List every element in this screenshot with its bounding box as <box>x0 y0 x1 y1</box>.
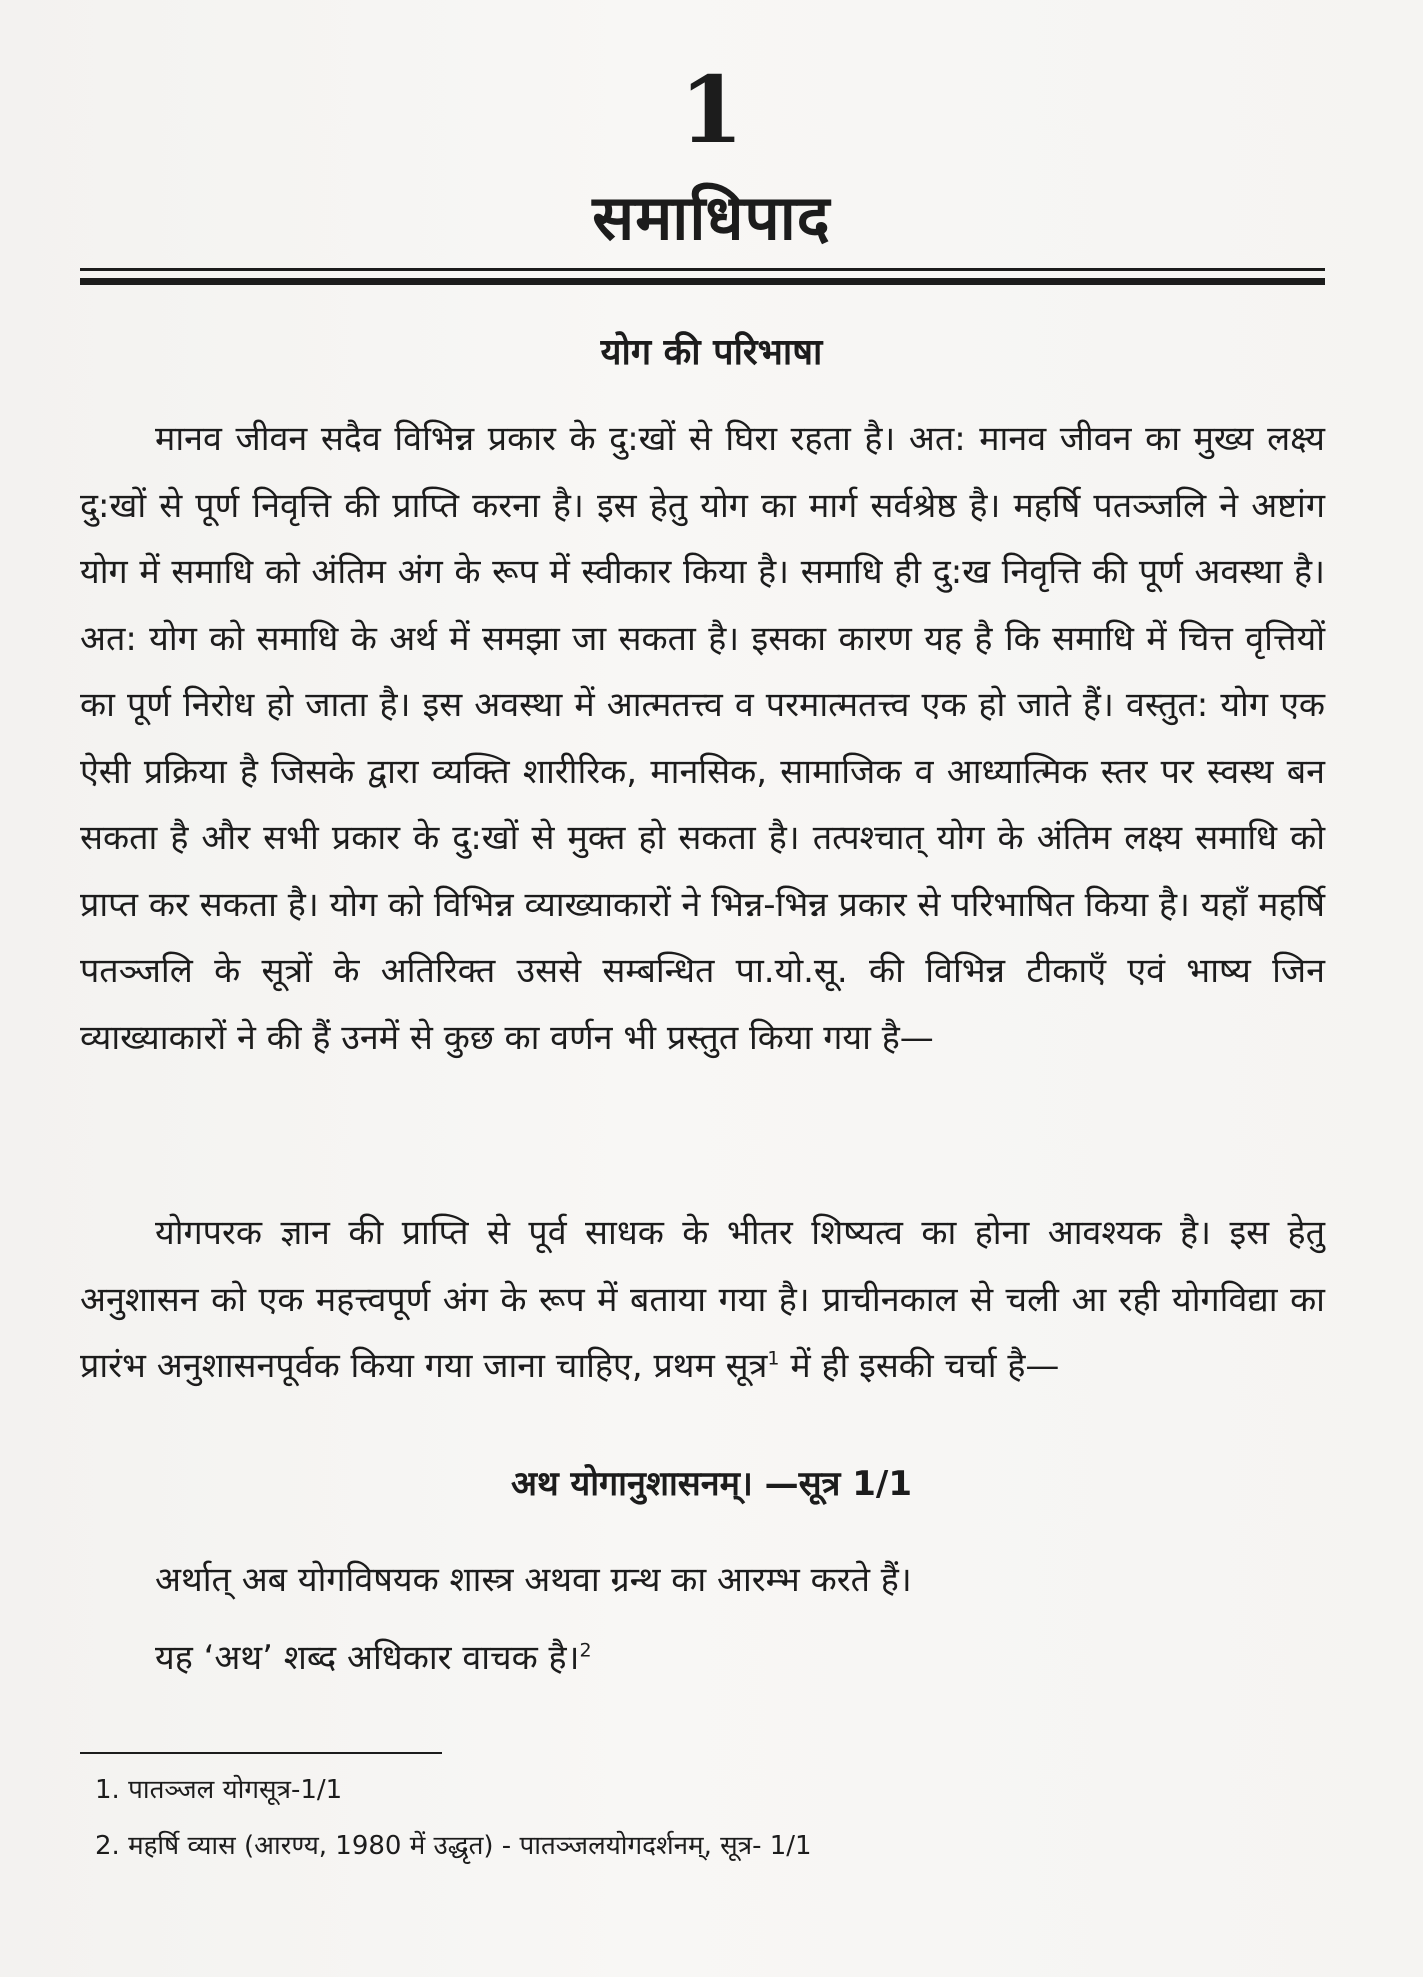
body-paragraph-2 <box>80 1200 1325 1400</box>
section-heading: योग की परिभाषा <box>600 332 823 373</box>
header-rule-thin <box>80 268 1325 271</box>
body-paragraph-2-tail: में ही इसकी चर्चा है— <box>779 1346 1060 1386</box>
footnote-2: 2. महर्षि व्यास (आरण्य, 1980 में उद्धृत) - पातञ्जलयोगदर्शनम्, सूत्र- 1/1 <box>95 1831 812 1861</box>
body-paragraph-2-text: योगपरक ज्ञान की प्राप्ति से पूर्व साधक के भीतर शिष्यत्व का होना आवश्यक है। इस हेतु अनुशासन को एक महत्त्वपूर्ण अंग के रूप में बताया गया है। प्राचीनकाल से चली आ रही योगविद्या का प्रारंभ अनुशासनपूर्वक किया गया जाना चाहिए, प्रथम सूत्र <box>80 1213 1325 1386</box>
sutra-quote: अथ योगानुशासनम्। —सूत्र 1/1 <box>510 1464 913 1504</box>
footnote-1: 1. पातञ्जल योगसूत्र-1/1 <box>95 1775 343 1805</box>
ath-explanation-text: यह ‘अथ’ शब्द अधिकार वाचक है। <box>155 1638 580 1678</box>
footnote-ref-1: 1 <box>767 1347 780 1370</box>
chapter-number: 1 <box>679 56 744 164</box>
header-rule-thick <box>80 278 1325 285</box>
footnote-ref-2: 2 <box>579 1639 592 1662</box>
footnote-divider <box>80 1752 442 1754</box>
ath-explanation <box>155 1628 592 1688</box>
chapter-title: समाधिपाद <box>592 181 831 254</box>
sutra-meaning: अर्थात् अब योगविषयक शास्त्र अथवा ग्रन्थ का आरम्भ करते हैं। <box>155 1560 912 1600</box>
body-paragraph-1: मानव जीवन सदैव विभिन्न प्रकार के दु:खों से घिरा रहता है। अत: मानव जीवन का मुख्य लक्ष्य दु:खों से पूर्ण निवृत्ति की प्राप्ति करना है। इस हेतु योग का मार्ग सर्वश्रेष्ठ है। महर्षि पतञ्जलि ने अष्टांग योग में समाधि को अंतिम अंग के रूप में स्वीकार किया है। समाधि ही दु:ख निवृत्ति की पूर्ण अवस्था है। अत: योग को समाधि के अर्थ में समझा जा सकता है। इसका कारण यह है कि समाधि में चित्त वृत्तियों का पूर्ण निरोध हो जाता है। इस अवस्था में आत्मतत्त्व व परमात्मतत्त्व एक हो जाते हैं। वस्तुत: योग एक ऐसी प्रक्रिया है जिसके द्वारा व्यक्ति शारीरिक, मानसिक, सामाजिक व आध्यात्मिक स्तर पर स्वस्थ बन सकता है और सभी प्रकार के दु:खों से मुक्त हो सकता है। तत्पश्चात् योग के अंतिम लक्ष्य समाधि को प्राप्त कर सकता है। योग को विभिन्न व्याख्याकारों ने भिन्न-भिन्न प्रकार से परिभाषित किया है। यहाँ महर्षि पतञ्जलि के सूत्रों के अतिरिक्त उससे सम्बन्धित पा.यो.सू. की विभिन्न टीकाएँ एवं भाष्य जिन व्याख्याकारों ने की हैं उनमें से कुछ का वर्णन भी प्रस्तुत किया गया है— <box>80 419 1326 1058</box>
